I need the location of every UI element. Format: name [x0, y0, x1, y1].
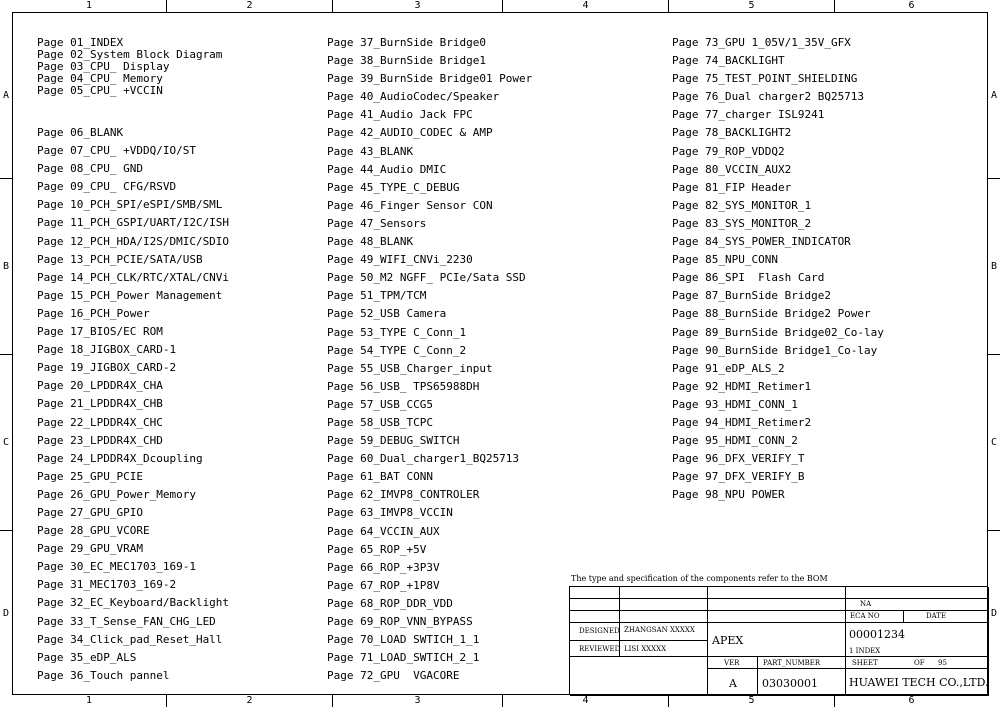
index-entry: Page 95_HDMI_CONN_2 — [672, 434, 798, 448]
index-column-1 — [37, 37, 222, 97]
ruler-col-3: 3 — [332, 0, 502, 12]
ruler-col-5: 5 — [668, 0, 834, 12]
tb-cell — [570, 611, 620, 623]
index-entry: Page 50_M2 NGFF_ PCIe/Sata SSD — [327, 271, 526, 285]
ruler-col-4: 4 — [502, 695, 668, 707]
index-entry: Page 52_USB Camera — [327, 307, 447, 321]
index-entry: Page 28_GPU_VCORE — [37, 524, 150, 538]
index-entry: Page 45_TYPE_C_DEBUG — [327, 180, 460, 194]
company-name: HUAWEI TECH CO.,LTD. — [849, 676, 989, 689]
ruler-row-c: C — [0, 354, 12, 530]
index-entry: Page 24_LPDDR4X_Dcoupling — [37, 451, 203, 465]
ruler-col-6: 6 — [834, 695, 988, 707]
index-entry: Page 96_DFX_VERIFY_T — [672, 452, 805, 466]
index-entry: Page 63_IMVP8_VCCIN — [327, 506, 453, 520]
index-entry: Page 92_HDMI_Retimer1 — [672, 379, 812, 393]
index-entry: Page 85_NPU_CONN — [672, 253, 778, 267]
index-entry: Page 26_GPU_Power_Memory — [37, 487, 196, 501]
project-name: APEX — [712, 634, 744, 647]
index-entry: Page 98_NPU POWER — [672, 488, 785, 502]
index-entry: Page 23_LPDDR4X_CHD — [37, 433, 163, 447]
index-entry: Page 88_BurnSide Bridge2 Power — [672, 307, 871, 321]
index-entry: Page 58_USB_TCPC — [327, 415, 433, 429]
index-entry: Page 31_MEC1703_169-2 — [37, 578, 177, 592]
index-entry: Page 02_System Block Diagram — [37, 48, 223, 61]
index-entry: Page 72_GPU VGACORE — [327, 669, 460, 683]
index-entry: Page 16_PCH_Power — [37, 306, 150, 320]
index-entry: Page 83_SYS_MONITOR_2 — [672, 216, 812, 230]
tb-cell — [846, 587, 989, 599]
index-entry: Page 12_PCH_HDA/I2S/DMIC/SDIO — [37, 234, 230, 248]
index-entry: Page 18_JIGBOX_CARD-1 — [37, 343, 177, 357]
index-entry: Page 42_AUDIO_CODEC & AMP — [327, 126, 493, 140]
index-entry: Page 01_INDEX — [37, 36, 124, 49]
index-entry: Page 94_HDMI_Retimer2 — [672, 415, 812, 429]
ver-value: A — [729, 677, 737, 690]
index-entry: Page 59_DEBUG_SWITCH — [327, 434, 460, 448]
index-entry: Page 65_ROP_+5V — [327, 542, 427, 556]
ruler-row-d: D — [988, 530, 1000, 695]
index-entry: Page 19_JIGBOX_CARD-2 — [37, 361, 177, 375]
index-entry: Page 36_Touch pannel — [37, 668, 170, 682]
ruler-col-4: 4 — [502, 0, 668, 12]
index-entry: Page 34_Click_pad_Reset_Hall — [37, 632, 223, 646]
tb-cell — [620, 611, 708, 623]
index-entry: Page 46_Finger Sensor CON — [327, 198, 493, 212]
right-ruler — [988, 12, 1000, 695]
index-entry: Page 55_USB_Charger_input — [327, 361, 493, 375]
reviewed-label: REVIEWED — [579, 645, 621, 653]
ruler-col-6: 6 — [834, 0, 988, 12]
index-entry: Page 35_eDP_ALS — [37, 650, 137, 664]
ruler-row-d: D — [0, 530, 12, 695]
index-entry: Page 20_LPDDR4X_CHA — [37, 379, 163, 393]
index-entry: Page 13_PCH_PCIE/SATA/USB — [37, 252, 203, 266]
index-entry: Page 70_LOAD SWTICH_1_1 — [327, 633, 480, 647]
index-entry: Page 21_LPDDR4X_CHB — [37, 397, 163, 411]
ruler-row-c: C — [988, 354, 1000, 530]
sheet-title: 1 INDEX — [849, 647, 881, 655]
part-number-value: 03030001 — [762, 677, 818, 690]
index-entry: Page 93_HDMI_CONN_1 — [672, 397, 798, 411]
ruler-row-a: A — [2, 89, 10, 101]
index-entry: Page 03_CPU_ Display — [37, 60, 170, 73]
index-entry: Page 38_BurnSide Bridge1 — [327, 54, 486, 68]
tb-cell — [708, 611, 846, 623]
index-entry: Page 66_ROP_+3P3V — [327, 560, 440, 574]
ver-label: VER — [724, 659, 740, 667]
designed-value: ZHANGSAN XXXXX — [624, 626, 695, 634]
index-entry: Page 22_LPDDR4X_CHC — [37, 415, 163, 429]
index-entry: Page 47_Sensors — [327, 216, 427, 230]
index-entry: Page 44_Audio DMIC — [327, 162, 447, 176]
tb-cell — [904, 611, 989, 623]
index-entry: Page 10_PCH_SPI/eSPI/SMB/SML — [37, 198, 223, 212]
tb-cell — [570, 587, 620, 599]
top-ruler — [12, 0, 988, 12]
index-entry: Page 53_TYPE C_Conn_1 — [327, 325, 467, 339]
index-entry: Page 76_Dual charger2 BQ25713 — [672, 90, 865, 104]
index-entry: Page 91_eDP_ALS_2 — [672, 361, 785, 375]
ruler-col-5: 5 — [668, 695, 834, 707]
index-entry: Page 62_IMVP8_CONTROLER — [327, 488, 480, 502]
index-entry: Page 64_VCCIN_AUX — [327, 524, 440, 538]
eca-no-label: ECA NO — [850, 612, 880, 620]
index-column-2 — [327, 34, 532, 685]
index-entry: Page 17_BIOS/EC ROM — [37, 325, 163, 339]
tb-cell — [708, 587, 846, 599]
index-column-1-main — [37, 124, 229, 685]
ruler-col-1: 1 — [85, 0, 93, 11]
sheet-label: SHEET — [852, 659, 878, 667]
tb-cell — [570, 599, 620, 611]
index-entry: Page 07_CPU_ +VDDQ/IO/ST — [37, 144, 196, 158]
ruler-col-1: 1 — [85, 695, 93, 706]
index-entry: Page 08_CPU_ GND — [37, 162, 143, 176]
of-label: OF — [914, 659, 925, 667]
index-entry: Page 49_WIFI_CNVi_2230 — [327, 253, 473, 267]
tb-cell — [570, 657, 708, 696]
total-sheets: 95 — [938, 659, 947, 667]
tb-cell — [620, 587, 708, 599]
index-entry: Page 04_CPU_ Memory — [37, 72, 163, 85]
index-entry: Page 89_BurnSide Bridge02_Co-lay — [672, 325, 884, 339]
na-label: NA — [860, 600, 872, 608]
index-entry: Page 90_BurnSide Bridge1_Co-lay — [672, 343, 878, 357]
left-ruler — [0, 12, 12, 695]
tb-cell — [620, 599, 708, 611]
index-entry: Page 86_SPI Flash Card — [672, 271, 825, 285]
index-entry: Page 29_GPU_VRAM — [37, 542, 143, 556]
ruler-row-a: A — [990, 89, 998, 101]
index-entry: Page 51_TPM/TCM — [327, 289, 427, 303]
index-entry: Page 82_SYS_MONITOR_1 — [672, 198, 812, 212]
index-entry: Page 54_TYPE C_Conn_2 — [327, 343, 467, 357]
index-entry: Page 84_SYS_POWER_INDICATOR — [672, 235, 851, 249]
date-label: DATE — [926, 612, 947, 620]
bottom-ruler — [12, 695, 988, 707]
index-entry: Page 79_ROP_VDDQ2 — [672, 144, 785, 158]
index-entry: Page 73_GPU 1_05V/1_35V_GFX — [672, 36, 851, 49]
ruler-row-b: B — [0, 178, 12, 354]
index-entry: Page 32_EC_Keyboard/Backlight — [37, 596, 230, 610]
index-entry: Page 05_CPU_ +VCCIN — [37, 84, 163, 97]
index-entry: Page 39_BurnSide Bridge01 Power — [327, 72, 533, 86]
index-entry: Page 69_ROP_VNN_BYPASS — [327, 615, 473, 628]
index-entry: Page 77_charger ISL9241 — [672, 108, 825, 122]
index-entry: Page 30_EC_MEC1703_169-1 — [37, 560, 196, 574]
index-column-3 — [672, 34, 884, 504]
index-entry: Page 09_CPU_ CFG/RSVD — [37, 180, 177, 194]
designed-label: DESIGNED — [579, 627, 620, 635]
index-entry: Page 97_DFX_VERIFY_B — [672, 470, 805, 484]
index-entry: Page 33_T_Sense_FAN_CHG_LED — [37, 614, 216, 628]
index-entry: Page 25_GPU_PCIE — [37, 469, 143, 483]
index-entry: Page 41_Audio Jack FPC — [327, 108, 473, 122]
ruler-col-3: 3 — [332, 695, 502, 707]
ruler-col-2: 2 — [166, 0, 332, 12]
index-entry: Page 15_PCH_Power Management — [37, 288, 223, 302]
title-block — [569, 586, 988, 695]
reviewed-value: LISI XXXXX — [624, 645, 667, 653]
index-entry: Page 74_BACKLIGHT — [672, 54, 785, 68]
index-entry: Page 71_LOAD_SWTICH_2_1 — [327, 651, 480, 665]
index-entry: Page 43_BLANK — [327, 144, 414, 158]
index-entry: Page 78_BACKLIGHT2 — [672, 126, 792, 140]
index-entry: Page 56_USB_ TPS65988DH — [327, 379, 480, 393]
index-entry: Page 60_Dual_charger1_BQ25713 — [327, 452, 520, 466]
index-entry: Page 27_GPU_GPIO — [37, 505, 143, 519]
index-entry: Page 81_FIP Header — [672, 180, 792, 194]
index-entry: Page 11_PCH_GSPI/UART/I2C/ISH — [37, 216, 230, 230]
doc-number: 00001234 — [849, 628, 905, 641]
index-entry: Page 14_PCH_CLK/RTC/XTAL/CNVi — [37, 270, 230, 284]
tb-cell — [708, 599, 846, 611]
index-entry: Page 75_TEST_POINT_SHIELDING — [672, 72, 858, 86]
bom-note: The type and specification of the components refer to the BOM — [571, 574, 828, 583]
ruler-col-2: 2 — [166, 695, 332, 707]
index-entry: Page 68_ROP_DDR_VDD — [327, 596, 453, 610]
index-entry: Page 06_BLANK — [37, 126, 124, 139]
index-entry: Page 37_BurnSide Bridge0 — [327, 36, 486, 49]
index-entry: Page 87_BurnSide Bridge2 — [672, 289, 831, 303]
index-entry: Page 48_BLANK — [327, 235, 414, 249]
index-entry: Page 67_ROP_+1P8V — [327, 578, 440, 592]
index-entry: Page 61_BAT CONN — [327, 470, 433, 484]
index-entry: Page 57_USB_CCG5 — [327, 397, 433, 411]
index-entry: Page 40_AudioCodec/Speaker — [327, 90, 500, 104]
index-entry: Page 80_VCCIN_AUX2 — [672, 162, 792, 176]
ruler-row-b: B — [988, 178, 1000, 354]
part-number-label: PART_NUMBER — [763, 659, 821, 667]
